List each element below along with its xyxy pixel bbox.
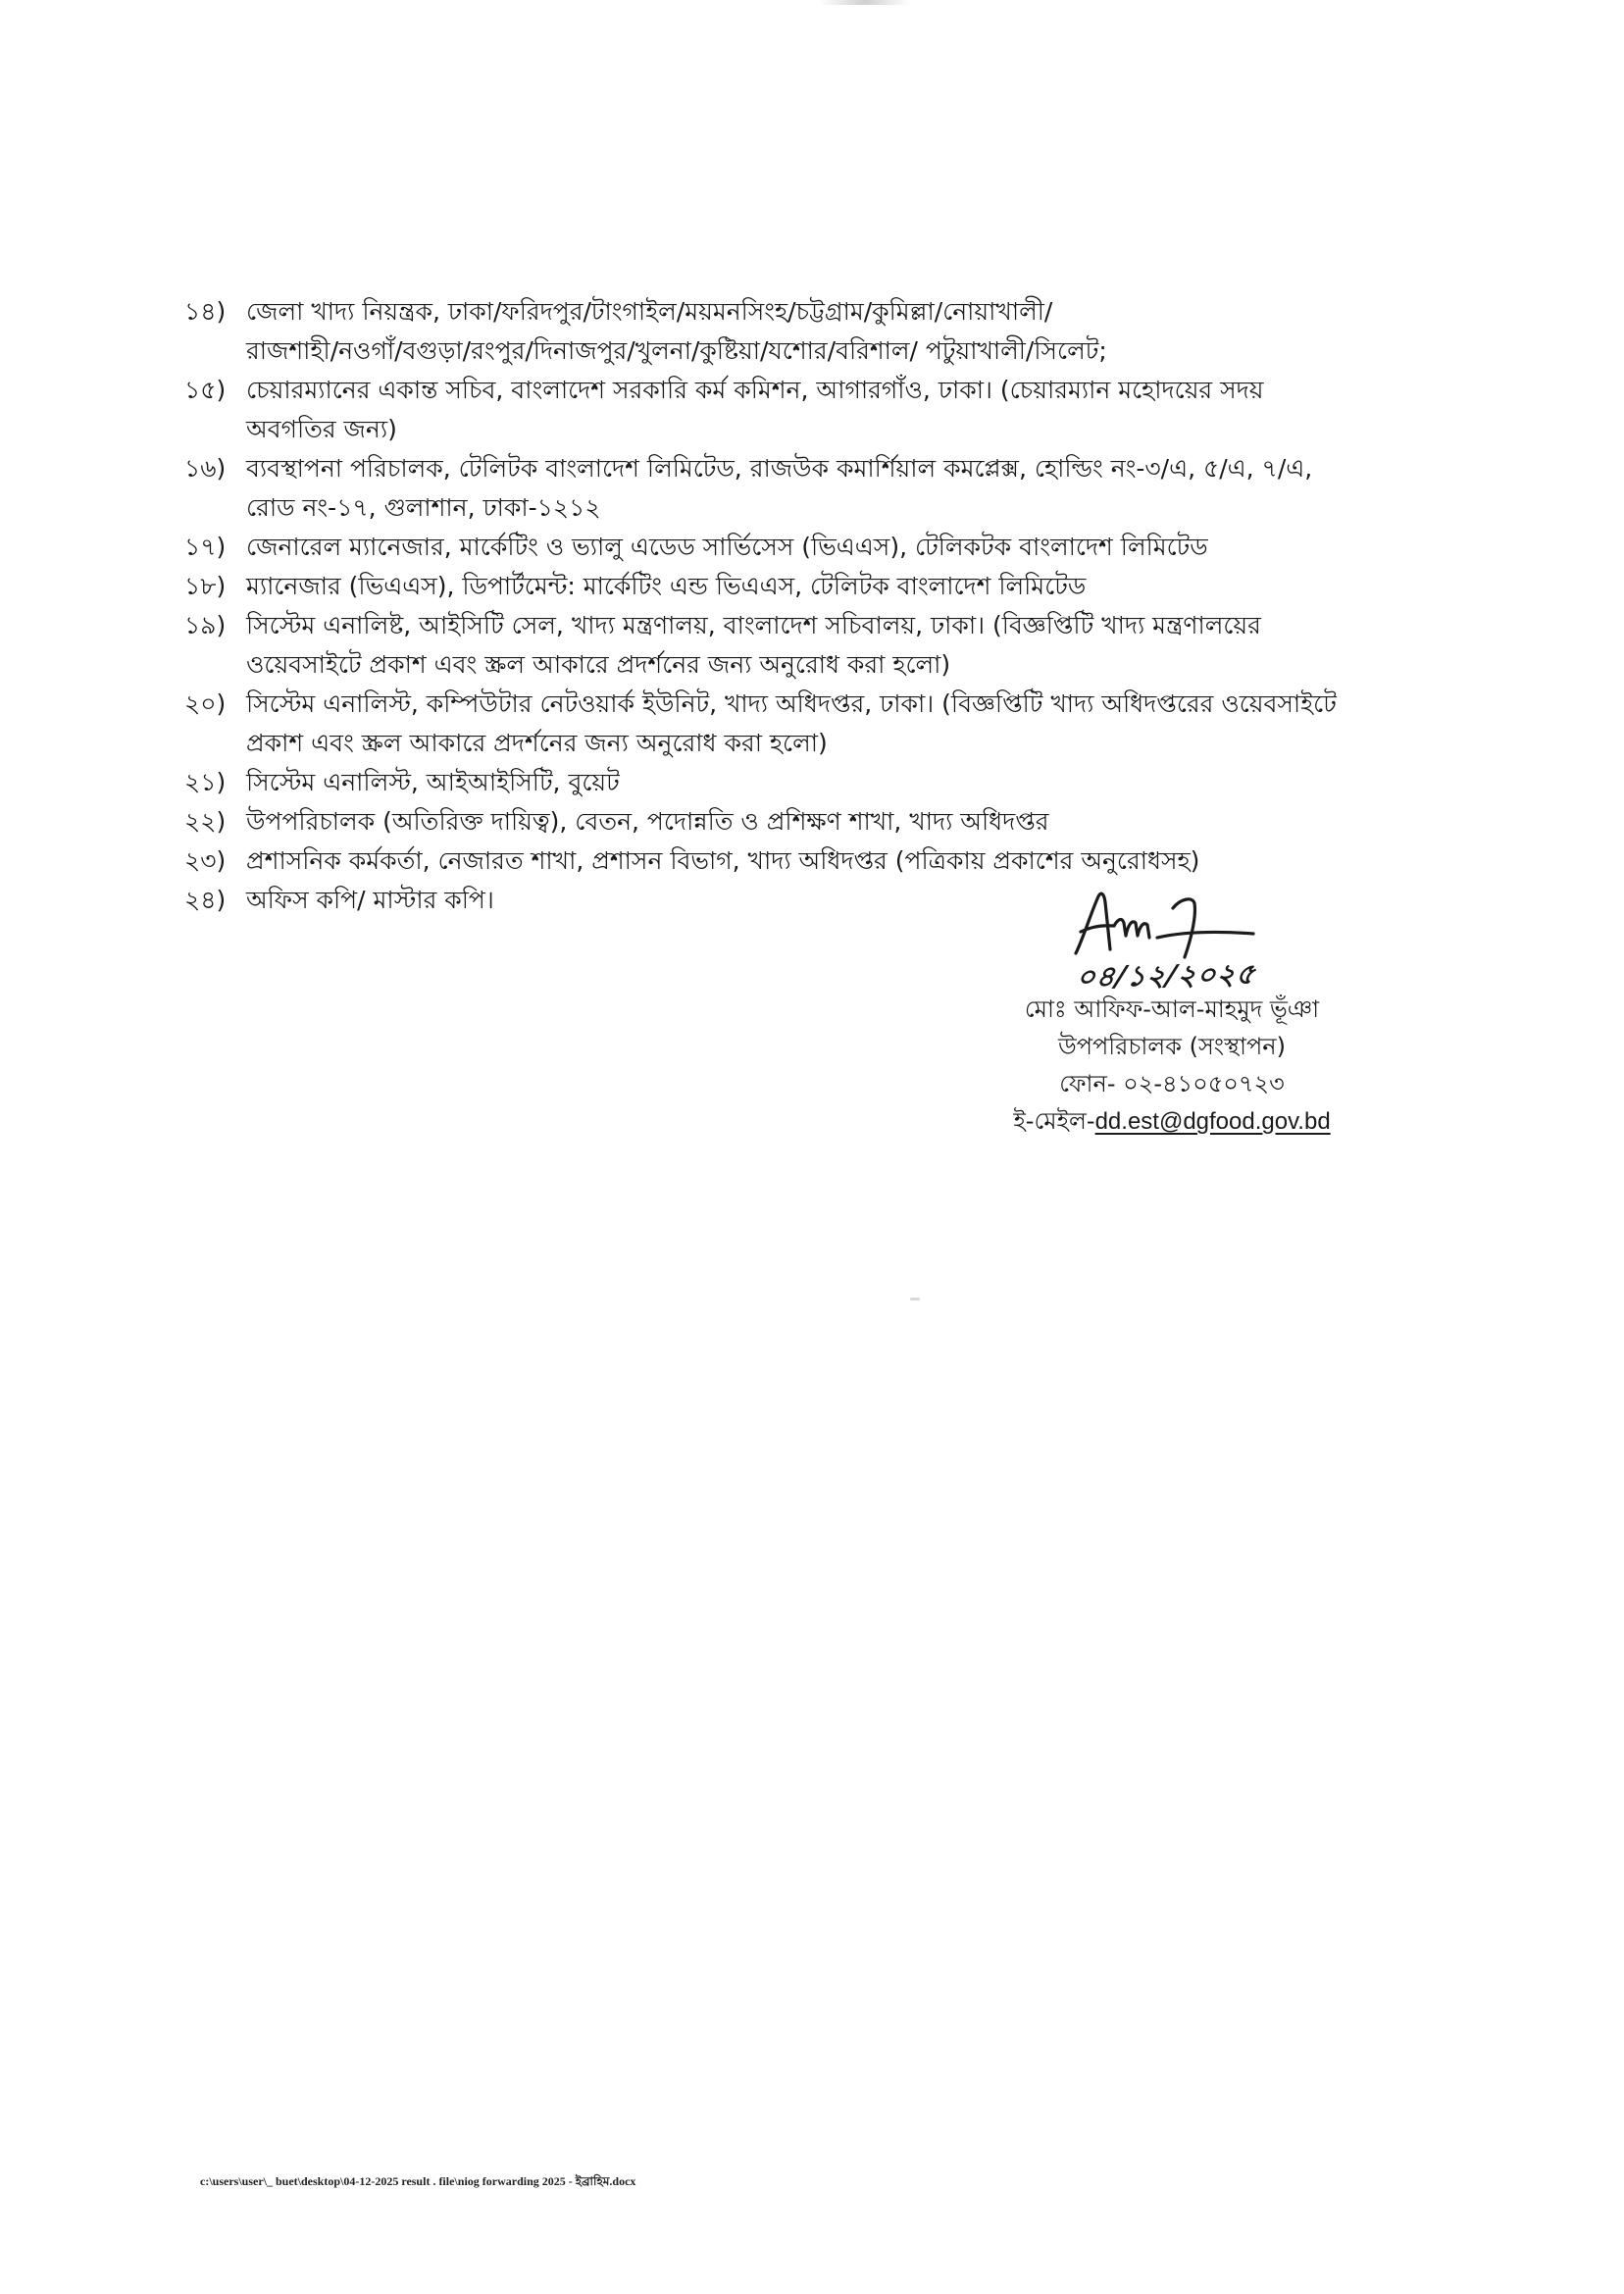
recipient-item	[184, 371, 1528, 449]
recipient-item	[184, 802, 1528, 841]
recipient-line: চেয়ারম্যানের একান্ত সচিব, বাংলাদেশ সরকারি কর্ম কমিশন, আগারগাঁও, ঢাকা। (চেয়ারম্যান মহোদয়ের সদয়	[246, 376, 1264, 404]
recipient-number: ২৩)	[184, 846, 227, 875]
recipient-number: ১৭)	[184, 533, 227, 561]
signatory-designation: উপপরিচালক (সংস্থাপন)	[1058, 1033, 1286, 1060]
scan-artifact	[910, 1298, 920, 1300]
recipient-item	[184, 567, 1528, 606]
recipient-item	[184, 528, 1528, 567]
recipient-text	[246, 567, 1528, 606]
recipient-item	[184, 841, 1528, 881]
recipient-number: ১৫)	[184, 376, 227, 404]
signatory-block	[966, 991, 1378, 1141]
signatory-name: মোঃ আফিফ-আল-মাহমুদ ভূঁঞা	[1024, 995, 1320, 1023]
recipient-line: সিস্টেম এনালিস্ট, কম্পিউটার নেটওয়ার্ক ইউনিট, খাদ্য অধিদপ্তর, ঢাকা। (বিজ্ঞপ্তিটি খাদ্য অধিদপ্তরের ওয়েবসাইটে	[246, 689, 1337, 718]
recipient-number: ১৮)	[184, 572, 227, 600]
recipient-number: ২২)	[184, 807, 227, 836]
recipient-text	[246, 449, 1528, 528]
recipient-line: সিস্টেম এনালিষ্ট, আইসিটি সেল, খাদ্য মন্ত্রণালয়, বাংলাদেশ সচিবালয়, ঢাকা। (বিজ্ঞপ্তিটি খাদ্য মন্ত্রণালয়ের	[246, 611, 1261, 639]
recipient-text	[246, 685, 1528, 763]
recipient-text	[246, 841, 1528, 881]
recipient-item	[184, 763, 1528, 802]
scan-artifact	[820, 0, 910, 5]
recipient-line: সিস্টেম এনালিস্ট, আইআইসিটি, বুয়েট	[246, 768, 620, 796]
signatory-phone: ফোন- ০২-৪১০৫০৭২৩	[1059, 1070, 1285, 1097]
recipient-line: প্রশাসনিক কর্মকর্তা, নেজারত শাখা, প্রশাসন বিভাগ, খাদ্য অধিদপ্তর (পত্রিকায় প্রকাশের অনুরোধসহ)	[246, 846, 1200, 875]
recipient-line: রাজশাহী/নওগাঁ/বগুড়া/রংপুর/দিনাজপুর/খুলনা/কুষ্টিয়া/যশোর/বরিশাল/ পটুয়াখালী/সিলেট;	[246, 336, 1107, 365]
recipient-text	[246, 371, 1528, 449]
recipient-number: ২৪)	[184, 886, 227, 914]
recipient-line: ম্যানেজার (ভিএএস), ডিপার্টমেন্ট: মার্কেটিং এন্ড ভিএএস, টেলিটক বাংলাদেশ লিমিটেড	[246, 572, 1087, 600]
recipient-line: অফিস কপি/ মাস্টার কপি।	[246, 886, 494, 914]
recipient-text	[246, 606, 1528, 685]
signatory-email-row	[966, 1102, 1378, 1141]
recipient-item	[184, 449, 1528, 528]
recipient-number: ১৯)	[184, 611, 227, 639]
recipient-number: ১৬)	[184, 454, 227, 483]
recipient-number: ১৪)	[184, 297, 227, 326]
recipient-item	[184, 685, 1528, 763]
recipient-line: রোড নং-১৭, গুলাশান, ঢাকা-১২১২	[246, 493, 601, 522]
recipient-text	[246, 802, 1528, 841]
recipient-line: জেলা খাদ্য নিয়ন্ত্রক, ঢাকা/ফরিদপুর/টাংগাইল/ময়মনসিংহ/চট্টগ্রাম/কুমিল্লা/নোয়াখালী/	[246, 297, 1053, 326]
recipient-number: ২১)	[184, 768, 227, 796]
signature-date: ০৪/১২/২০২৫	[1074, 956, 1258, 994]
recipient-line: অবগতির জন্য)	[246, 415, 397, 443]
recipient-text	[246, 881, 1528, 920]
file-path-footer: c:\users\user\_ buet\desktop\04-12-2025 result . file\niog forwarding 2025 - ইব্রাহিম.docx	[200, 2174, 636, 2188]
recipient-line: উপপরিচালক (অতিরিক্ত দায়িত্ব), বেতন, পদোন্নতি ও প্রশিক্ষণ শাখা, খাদ্য অধিদপ্তর	[246, 807, 1049, 836]
recipient-line: জেনারেল ম্যানেজার, মার্কেটিং ও ভ্যালু এডেড সার্ভিসেস (ভিএএস), টেলিকটক বাংলাদেশ লিমিটেড	[246, 533, 1208, 561]
recipient-item	[184, 881, 1528, 920]
recipient-line: প্রকাশ এবং স্ক্রল আকারে প্রদর্শনের জন্য অনুরোধ করা হলো)	[246, 729, 828, 757]
recipient-line: ব্যবস্থাপনা পরিচালক, টেলিটক বাংলাদেশ লিমিটেড, রাজউক কমার্শিয়াল কমপ্লেক্স, হোল্ডিং নং-৩/এ, ৫/এ, ৭/এ,	[246, 454, 1313, 483]
handwritten-signature-icon	[1071, 889, 1257, 961]
recipient-text	[246, 528, 1528, 567]
recipient-list	[184, 292, 1528, 920]
recipient-number: ২০)	[184, 689, 227, 718]
recipient-item	[184, 292, 1528, 371]
recipient-text	[246, 292, 1528, 371]
email-label: ই-মেইল-	[1013, 1107, 1095, 1135]
recipient-text	[246, 763, 1528, 802]
recipient-line: ওয়েবসাইটে প্রকাশ এবং স্ক্রল আকারে প্রদর্শনের জন্য অনুরোধ করা হলো)	[246, 650, 951, 679]
email-address: dd.est@dgfood.gov.bd	[1094, 1108, 1331, 1135]
recipient-item	[184, 606, 1528, 685]
